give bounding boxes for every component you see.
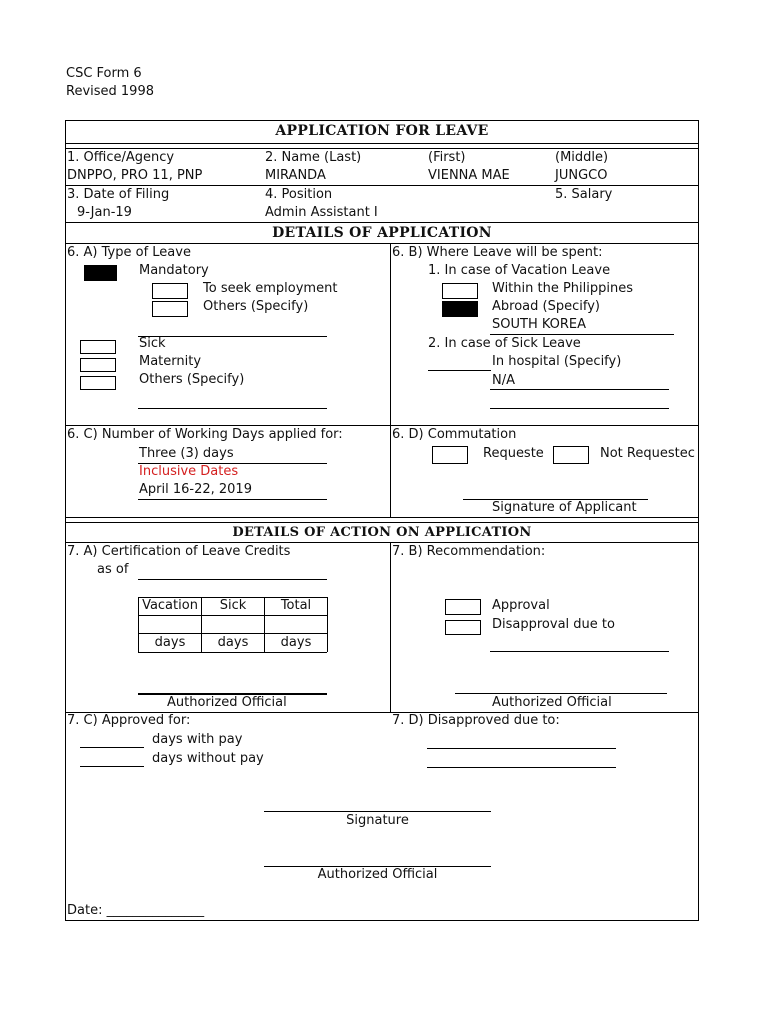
table-unit: days bbox=[280, 635, 312, 650]
sick-case-label: 2. In case of Sick Leave bbox=[428, 336, 581, 351]
date-filing-label: 3. Date of Filing bbox=[67, 187, 170, 202]
position-label: 4. Position bbox=[265, 187, 333, 202]
others-2-checkbox[interactable] bbox=[80, 376, 116, 390]
abroad-value: SOUTH KOREA bbox=[492, 317, 587, 332]
others-specify-line[interactable] bbox=[138, 336, 327, 337]
table-line bbox=[138, 652, 327, 653]
disapproval-checkbox[interactable] bbox=[445, 620, 481, 635]
hospital-underline bbox=[490, 389, 669, 390]
name-label: 2. Name (Last) bbox=[265, 150, 362, 165]
hospital-value: N/A bbox=[492, 373, 515, 388]
seek-employment-label: To seek employment bbox=[203, 281, 338, 296]
table-line bbox=[138, 615, 327, 616]
commutation-label: 6. D) Commutation bbox=[392, 427, 517, 442]
disapproval-label: Disapproval due to bbox=[492, 617, 615, 632]
others-2-label: Others (Specify) bbox=[139, 372, 245, 387]
divider bbox=[65, 148, 699, 149]
table-header: Total bbox=[280, 598, 312, 613]
days-without-pay-label: days without pay bbox=[152, 751, 264, 766]
sick-label: Sick bbox=[139, 336, 166, 351]
within-ph-label: Within the Philippines bbox=[492, 281, 634, 296]
signature-applicant-label: Signature of Applicant bbox=[492, 500, 637, 515]
approval-checkbox[interactable] bbox=[445, 599, 481, 615]
inclusive-dates-underline bbox=[138, 499, 327, 500]
hospital-blank[interactable] bbox=[428, 370, 491, 371]
others-checkbox[interactable] bbox=[152, 301, 188, 317]
inclusive-dates-value: April 16-22, 2019 bbox=[139, 482, 252, 497]
days-with-pay-label: days with pay bbox=[152, 732, 243, 747]
table-line bbox=[327, 597, 328, 652]
authorized-official-label: Authorized Official bbox=[317, 867, 438, 882]
first-name-label: (First) bbox=[428, 150, 466, 165]
middle-name-label: (Middle) bbox=[555, 150, 609, 165]
position-value: Admin Assistant I bbox=[265, 205, 378, 220]
middle-name-value: JUNGCO bbox=[555, 168, 608, 183]
divider bbox=[65, 222, 699, 223]
maternity-checkbox[interactable] bbox=[80, 358, 116, 372]
seek-employment-checkbox[interactable] bbox=[152, 283, 188, 299]
working-days-value: Three (3) days bbox=[139, 446, 234, 461]
disapproved-reason-line-1[interactable] bbox=[427, 748, 616, 749]
office-label: 1. Office/Agency bbox=[67, 150, 175, 165]
divider bbox=[65, 143, 699, 144]
divider bbox=[65, 517, 699, 518]
form-title: APPLICATION FOR LEAVE bbox=[275, 123, 489, 139]
as-of-label: as of bbox=[97, 562, 129, 577]
divider bbox=[65, 522, 699, 523]
approved-for-label: 7. C) Approved for: bbox=[67, 713, 191, 728]
signature-line[interactable] bbox=[264, 811, 491, 812]
approval-label: Approval bbox=[492, 598, 550, 613]
inclusive-dates-label: Inclusive Dates bbox=[139, 464, 239, 479]
abroad-label: Abroad (Specify) bbox=[492, 299, 600, 314]
as-of-line[interactable] bbox=[138, 579, 327, 580]
certification-label: 7. A) Certification of Leave Credits bbox=[67, 544, 291, 559]
mandatory-checkbox[interactable] bbox=[84, 265, 117, 281]
working-days-label: 6. C) Number of Working Days applied for: bbox=[67, 427, 343, 442]
details-title: DETAILS OF APPLICATION bbox=[272, 225, 492, 241]
disapproval-reason-line[interactable] bbox=[490, 651, 669, 652]
date-filing-value: 9-Jan-19 bbox=[77, 205, 132, 220]
days-without-pay-blank[interactable] bbox=[80, 766, 144, 767]
not-requested-label: Not Requestec bbox=[600, 446, 695, 461]
table-unit: days bbox=[217, 635, 249, 650]
type-of-leave-label: 6. A) Type of Leave bbox=[67, 245, 191, 260]
cert-authorized-label: Authorized Official bbox=[167, 695, 287, 710]
table-header: Vacation bbox=[142, 598, 198, 613]
vacation-case-label: 1. In case of Vacation Leave bbox=[428, 263, 611, 278]
salary-label: 5. Salary bbox=[555, 187, 613, 202]
form-revision: Revised 1998 bbox=[66, 84, 154, 99]
divider bbox=[65, 185, 699, 186]
not-requested-checkbox[interactable] bbox=[553, 446, 589, 464]
signature-label: Signature bbox=[346, 813, 409, 828]
table-header: Sick bbox=[219, 598, 247, 613]
frame-bottom bbox=[65, 920, 699, 921]
where-spent-label: 6. B) Where Leave will be spent: bbox=[392, 245, 603, 260]
within-ph-checkbox[interactable] bbox=[442, 283, 478, 299]
divider bbox=[65, 243, 699, 244]
form-number: CSC Form 6 bbox=[66, 66, 142, 81]
sick-checkbox[interactable] bbox=[80, 340, 116, 354]
disapproved-label: 7. D) Disapproved due to: bbox=[392, 713, 560, 728]
divider bbox=[65, 425, 699, 426]
disapproved-reason-line-2[interactable] bbox=[427, 767, 616, 768]
maternity-label: Maternity bbox=[139, 354, 202, 369]
abroad-underline bbox=[490, 334, 674, 335]
action-title: DETAILS OF ACTION ON APPLICATION bbox=[232, 525, 532, 540]
office-value: DNPPO, PRO 11, PNP bbox=[67, 168, 203, 183]
rec-signature-line[interactable] bbox=[455, 693, 667, 694]
recommendation-label: 7. B) Recommendation: bbox=[392, 544, 546, 559]
last-name-value: MIRANDA bbox=[265, 168, 326, 183]
table-unit: days bbox=[154, 635, 186, 650]
others-2-specify-line[interactable] bbox=[138, 408, 327, 409]
abroad-checkbox[interactable] bbox=[442, 301, 478, 317]
in-hospital-label: In hospital (Specify) bbox=[492, 354, 622, 369]
days-with-pay-blank[interactable] bbox=[80, 747, 144, 748]
others-label: Others (Specify) bbox=[203, 299, 309, 314]
requested-checkbox[interactable] bbox=[432, 446, 468, 464]
frame-top bbox=[65, 120, 699, 121]
divider bbox=[390, 542, 391, 712]
rec-authorized-label: Authorized Official bbox=[492, 695, 612, 710]
first-name-value: VIENNA MAE bbox=[428, 168, 510, 183]
hospital-underline-2[interactable] bbox=[490, 408, 669, 409]
mandatory-label: Mandatory bbox=[139, 263, 209, 278]
date-field[interactable]: Date: _______________ bbox=[67, 903, 205, 918]
divider bbox=[390, 243, 391, 517]
requested-label: Requeste bbox=[483, 446, 544, 461]
table-line bbox=[138, 633, 327, 634]
divider bbox=[65, 542, 699, 543]
